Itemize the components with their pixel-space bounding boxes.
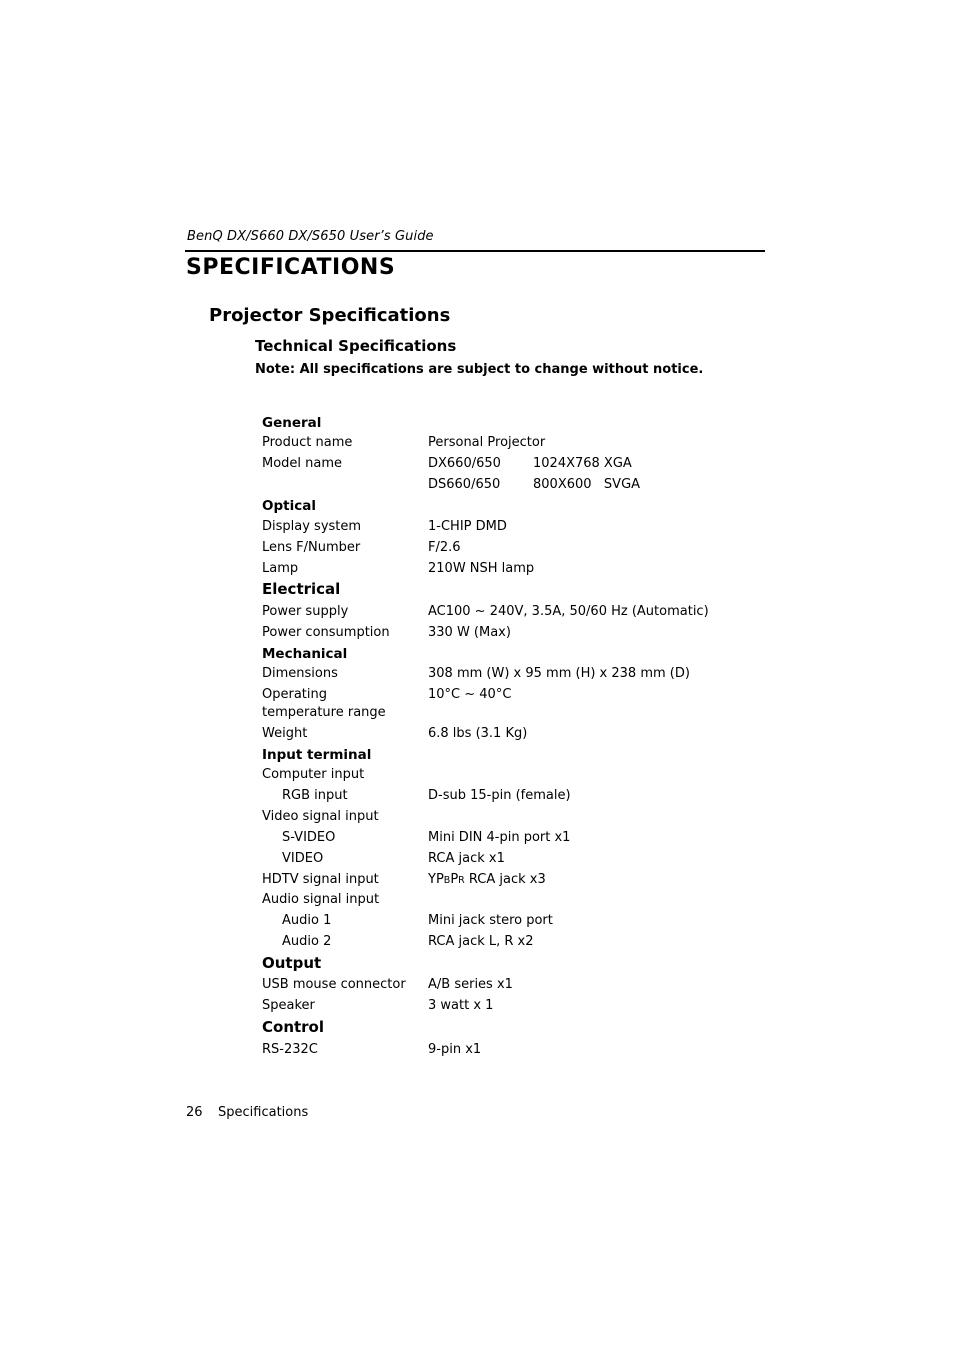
header-rule <box>185 250 765 252</box>
spec-label: Product name <box>262 435 353 450</box>
spec-label: Computer input <box>262 767 365 782</box>
hdtv-p: P <box>450 872 459 887</box>
spec-value: 6.8 lbs (3.1 Kg) <box>428 726 528 741</box>
footer-section: Specifications <box>218 1105 309 1120</box>
spec-label: Audio 2 <box>282 934 332 949</box>
page-number: 26 <box>186 1105 203 1120</box>
section-title-general: General <box>262 415 322 431</box>
spec-label: Dimensions <box>262 666 338 681</box>
hdtv-rest: RCA jack x3 <box>464 872 546 887</box>
section-title-output: Output <box>262 954 322 972</box>
spec-label: Lens F/Number <box>262 540 361 555</box>
spec-value: A/B series x1 <box>428 977 513 992</box>
section-title-control: Control <box>262 1018 325 1036</box>
spec-label: Weight <box>262 726 308 741</box>
spec-value: 330 W (Max) <box>428 625 511 640</box>
spec-label: HDTV signal input <box>262 872 379 887</box>
spec-value: Mini DIN 4-pin port x1 <box>428 830 571 845</box>
spec-label: Speaker <box>262 998 315 1013</box>
spec-label: Model name <box>262 456 343 471</box>
subsection-heading: Technical Specifications <box>255 337 457 355</box>
spec-label: VIDEO <box>282 851 324 866</box>
spec-value: D-sub 15-pin (female) <box>428 788 571 803</box>
spec-value: 1-CHIP DMD <box>428 519 507 534</box>
hdtv-y: YP <box>428 872 444 887</box>
spec-label: Operating temperature range <box>262 687 386 720</box>
spec-label: Video signal input <box>262 809 379 824</box>
hdtv-b: B <box>443 875 451 886</box>
spec-value: Mini jack stero port <box>428 913 553 928</box>
spec-value: DS660/650 <box>428 477 501 492</box>
spec-value: 210W NSH lamp <box>428 561 535 576</box>
spec-label: S-VIDEO <box>282 830 336 845</box>
spec-value: 308 mm (W) x 95 mm (H) x 238 mm (D) <box>428 666 690 681</box>
note-text: Note: All specifications are subject to change without notice. <box>255 362 704 377</box>
running-header: BenQ DX/S660 DX/S650 User’s Guide <box>187 229 434 244</box>
spec-value: 1024X768 XGA <box>533 456 632 471</box>
spec-value: RCA jack x1 <box>428 851 505 866</box>
spec-value: Personal Projector <box>428 435 546 450</box>
spec-value: 800X600 SVGA <box>533 477 641 492</box>
spec-label: Power supply <box>262 604 349 619</box>
spec-value-hdtv <box>428 871 546 890</box>
page-title: SPECIFICATIONS <box>186 255 396 280</box>
spec-label: RS-232C <box>262 1042 318 1057</box>
spec-value: DX660/650 <box>428 456 501 471</box>
spec-value: 9-pin x1 <box>428 1042 482 1057</box>
spec-label: Lamp <box>262 561 299 576</box>
spec-label: USB mouse connector <box>262 977 406 992</box>
spec-label: RGB input <box>282 788 348 803</box>
section-title-electrical: Electrical <box>262 580 341 598</box>
spec-label: Display system <box>262 519 362 534</box>
spec-label: Power consumption <box>262 625 390 640</box>
spec-value: AC100 ~ 240V, 3.5A, 50/60 Hz (Automatic) <box>428 604 709 619</box>
spec-value: 10°C ~ 40°C <box>428 687 512 702</box>
section-heading: Projector Specifications <box>209 305 451 326</box>
spec-label: Audio 1 <box>282 913 332 928</box>
page-footer <box>186 1105 308 1120</box>
spec-label: Audio signal input <box>262 892 380 907</box>
spec-value: F/2.6 <box>428 540 461 555</box>
section-title-input: Input terminal <box>262 747 372 763</box>
section-title-mechanical: Mechanical <box>262 646 348 662</box>
hdtv-r: R <box>458 875 465 886</box>
spec-value: RCA jack L, R x2 <box>428 934 534 949</box>
section-title-optical: Optical <box>262 498 316 514</box>
spec-value: 3 watt x 1 <box>428 998 494 1013</box>
